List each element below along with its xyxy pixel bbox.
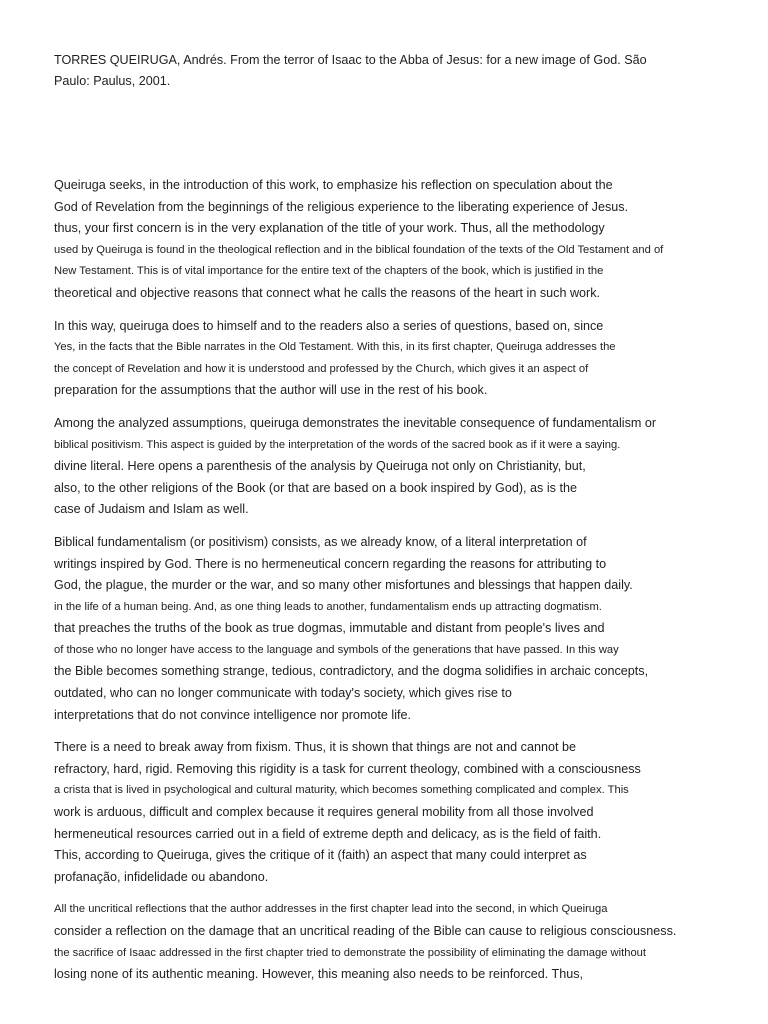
text-line: God, the plague, the murder or the war, and so many other misfortunes and blessings that happen daily. — [54, 578, 633, 593]
text-line: profanação, infidelidade ou abandono. — [54, 869, 269, 884]
paragraph-2 — [54, 316, 754, 402]
paragraph-6 — [54, 899, 754, 985]
text-line: the Bible becomes something strange, tedious, contradictory, and the dogma solidifies in archaic concepts, — [54, 664, 649, 679]
text-line: There is a need to break away from fixism. Thus, it is shown that things are not and cannot be — [54, 740, 576, 755]
text-line: theoretical and objective reasons that connect what he calls the reasons of the heart in such work. — [54, 285, 601, 300]
text-line: used by Queiruga is found in the theological reflection and in the biblical foundation of the texts of the Old Testament and of — [54, 243, 664, 256]
citation-block — [54, 50, 754, 92]
document-body — [54, 175, 754, 997]
text-line: Queiruga seeks, in the introduction of this work, to emphasize his reflection on speculation about the — [54, 178, 613, 192]
text-line: Biblical fundamentalism (or positivism) consists, as we already know, of a literal interpretation of — [54, 534, 587, 549]
text-line: hermeneutical resources carried out in a field of extreme depth and delicacy, as is the field of faith. — [54, 826, 602, 841]
text-line: writings inspired by God. There is no hermeneutical concern regarding the reasons for attributing to — [54, 556, 607, 571]
text-line: consider a reflection on the damage that an uncritical reading of the Bible can cause to religious consciousness. — [54, 924, 677, 938]
text-line: Yes, in the facts that the Bible narrates in the Old Testament. With this, in its first chapter, Queiruga addresses the — [54, 341, 616, 354]
text-line: in the life of a human being. And, as one thing leads to another, fundamentalism ends up attracting dogmatism. — [54, 600, 602, 613]
text-line: interpretations that do not convince intelligence nor promote life. — [54, 707, 412, 722]
text-line: the sacrifice of Isaac addressed in the first chapter tried to demonstrate the possibility of eliminating the damage without — [54, 946, 647, 959]
paragraph-5 — [54, 737, 754, 888]
text-line: also, to the other religions of the Book (or that are based on a book inspired by God), as is the — [54, 480, 577, 495]
text-line: divine literal. Here opens a parenthesis of the analysis by Queiruga not only on Christianity, but, — [54, 459, 586, 474]
text-line: God of Revelation from the beginnings of the religious experience to the liberating experience of Jesus. — [54, 199, 629, 214]
paragraph-1 — [54, 175, 754, 305]
text-line: a crista that is lived in psychological and cultural maturity, which becomes something complicated and complex. This — [54, 784, 629, 797]
text-line: In this way, queiruga does to himself and to the readers also a series of questions, based on, since — [54, 318, 604, 333]
paragraph-4 — [54, 532, 754, 726]
text-line: the concept of Revelation and how it is understood and professed by the Church, which gives it an aspect of — [54, 362, 589, 375]
text-line: This, according to Queiruga, gives the critique of it (faith) an aspect that many could interpret as — [54, 848, 587, 863]
paragraph-3 — [54, 413, 754, 521]
text-line: biblical positivism. This aspect is guided by the interpretation of the words of the sacred book as if it were a saying. — [54, 438, 621, 451]
text-line: Among the analyzed assumptions, queiruga demonstrates the inevitable consequence of fundamentalism or — [54, 415, 657, 430]
text-line: New Testament. This is of vital importance for the entire text of the chapters of the book, which is justified in the — [54, 265, 604, 278]
bibliographic-reference — [54, 50, 754, 92]
text-line: refractory, hard, rigid. Removing this rigidity is a task for current theology, combined with a consciousness — [54, 761, 641, 776]
text-line: of those who no longer have access to the language and symbols of the generations that have passed. In this way — [54, 643, 619, 656]
text-line: work is arduous, difficult and complex because it requires general mobility from all those involved — [54, 805, 594, 820]
text-line: that preaches the truths of the book as true dogmas, immutable and distant from people's lives and — [54, 621, 605, 636]
text-line: All the uncritical reflections that the author addresses in the first chapter lead into the second, in which Queiruga — [54, 903, 608, 916]
citation-line: Paulo: Paulus, 2001. — [54, 74, 171, 88]
text-line: preparation for the assumptions that the author will use in the rest of his book. — [54, 383, 488, 398]
text-line: losing none of its authentic meaning. However, this meaning also needs to be reinforced. Thus, — [54, 967, 584, 982]
citation-line: TORRES QUEIRUGA, Andrés. From the terror of Isaac to the Abba of Jesus: for a new image of God. São — [54, 53, 647, 67]
text-line: case of Judaism and Islam as well. — [54, 502, 249, 517]
text-line: outdated, who can no longer communicate with today's society, which gives rise to — [54, 686, 512, 701]
text-line: thus, your first concern is in the very explanation of the title of your work. Thus, all the methodology — [54, 221, 605, 236]
